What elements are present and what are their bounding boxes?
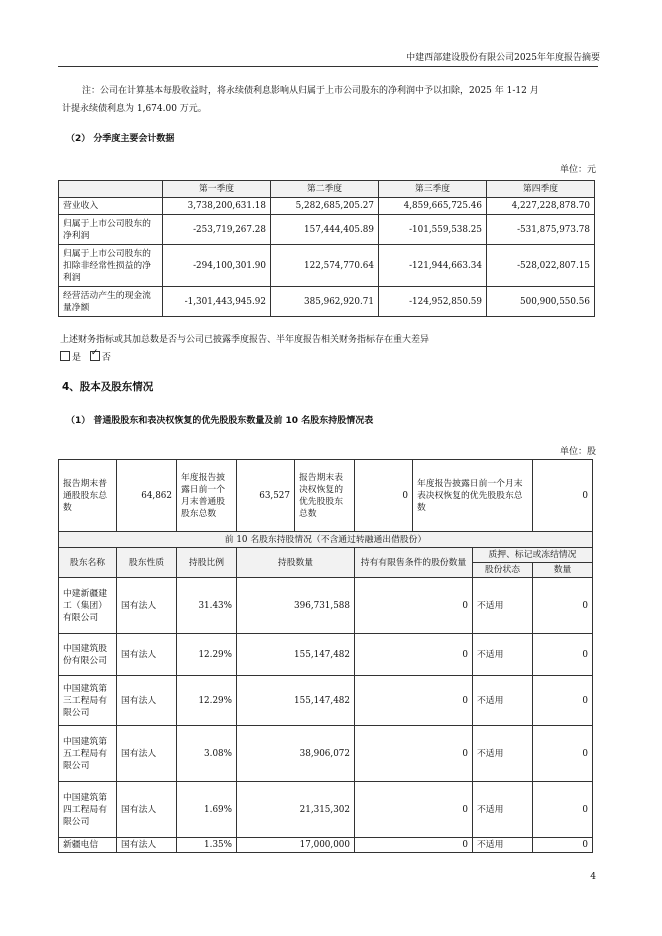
quarterly-unit: 单位：元: [559, 165, 596, 175]
cell-value: 5,282,685,205.27: [271, 198, 379, 215]
cell-value: 3,738,200,631.18: [163, 198, 271, 215]
quarterly-table: [58, 180, 595, 317]
holder-qty: 396,731,588: [237, 578, 355, 634]
row-label: 营业收入: [59, 198, 163, 215]
page-number: 4: [590, 872, 596, 882]
prior-month-preferred-value: 0: [533, 460, 593, 532]
table-row: [59, 634, 593, 676]
row-label: 归属于上市公司股东的扣除非经常性损益的净利润: [59, 245, 163, 287]
preferred-holders-value: 0: [355, 460, 413, 532]
quarterly-header-q3: 第三季度: [379, 181, 487, 198]
holder-status: 不适用: [473, 676, 533, 726]
summary-row: [59, 460, 593, 532]
cell-value: 157,444,405.89: [271, 215, 379, 245]
table-row: [59, 838, 593, 853]
holder-qty: 21,315,302: [237, 782, 355, 838]
holder-name: 中国建筑第四工程局有限公司: [59, 782, 117, 838]
holder-count: 0: [533, 578, 593, 634]
top10-caption: 前 10 名股东持股情况（不含通过转融通出借股份）: [59, 532, 593, 548]
holder-status: 不适用: [473, 634, 533, 676]
holder-restricted: 0: [355, 676, 473, 726]
col-header-ratio: 持股比例: [177, 548, 237, 578]
holder-nature: 国有法人: [117, 578, 177, 634]
holder-restricted: 0: [355, 782, 473, 838]
holder-ratio: 1.35%: [177, 838, 237, 853]
note-line-2: 计提永续债利息为 1,674.00 万元。: [62, 104, 207, 114]
answer-yes-label: 是: [72, 353, 82, 363]
holder-count: 0: [533, 726, 593, 782]
difference-question: 上述财务指标或其加总数是否与公司已披露季度报告、半年度报告相关财务指标存在重大差异: [60, 335, 430, 345]
table-row: [59, 215, 595, 245]
cell-value: 4,227,228,878.70: [487, 198, 595, 215]
holder-ratio: 12.29%: [177, 676, 237, 726]
holder-status: 不适用: [473, 838, 533, 853]
holder-name: 新疆电信: [59, 838, 117, 853]
holder-qty: 155,147,482: [237, 676, 355, 726]
holder-name: 中国建筑第三工程局有限公司: [59, 676, 117, 726]
column-header-row: [59, 548, 593, 563]
cell-value: -1,301,443,945.92: [163, 287, 271, 317]
prior-month-preferred-label: 年度报告披露日前一个月末表决权恢复的优先股股东总数: [413, 460, 533, 532]
holder-nature: 国有法人: [117, 726, 177, 782]
col-header-restricted: 持有有限售条件的股份数量: [355, 548, 473, 578]
holder-count: 0: [533, 838, 593, 853]
cell-value: -101,559,538.25: [379, 215, 487, 245]
table-row: [59, 245, 595, 287]
shareholder-section-title: （1） 普通股股东和表决权恢复的优先股股东数量及前 10 名股东持股情况表: [66, 416, 374, 426]
cell-value: 385,962,920.71: [271, 287, 379, 317]
col-header-count: 数量: [533, 563, 593, 578]
holder-restricted: 0: [355, 726, 473, 782]
cell-value: 500,900,550.56: [487, 287, 595, 317]
holder-qty: 38,906,072: [237, 726, 355, 782]
cell-value: 122,574,770.64: [271, 245, 379, 287]
holder-status: 不适用: [473, 782, 533, 838]
holder-restricted: 0: [355, 838, 473, 853]
total-holders-label: 报告期末普通股股东总数: [59, 460, 117, 532]
quarterly-header-row: [59, 181, 595, 198]
holder-nature: 国有法人: [117, 634, 177, 676]
holder-ratio: 1.69%: [177, 782, 237, 838]
prior-month-holders-label: 年度报告披露日前一个月末普通股股东总数: [177, 460, 237, 532]
holder-status: 不适用: [473, 726, 533, 782]
page-header-title: 中建西部建设股份有限公司2025年年度报告摘要: [406, 53, 600, 63]
cell-value: -121,944,663.34: [379, 245, 487, 287]
holder-nature: 国有法人: [117, 676, 177, 726]
preferred-holders-label: 报告期末表决权恢复的优先股股东总数: [295, 460, 355, 532]
cell-value: 4,859,665,725.46: [379, 198, 487, 215]
col-header-name: 股东名称: [59, 548, 117, 578]
difference-answer: [60, 350, 111, 363]
table-row: [59, 578, 593, 634]
total-holders-value: 64,862: [117, 460, 177, 532]
holder-ratio: 3.08%: [177, 726, 237, 782]
holder-count: 0: [533, 782, 593, 838]
table-row: [59, 287, 595, 317]
col-header-status: 股份状态: [473, 563, 533, 578]
holder-name: 中建新疆建工（集团）有限公司: [59, 578, 117, 634]
holder-count: 0: [533, 676, 593, 726]
holder-qty: 155,147,482: [237, 634, 355, 676]
shareholder-table: [58, 459, 593, 853]
section-4-title: 4、股本及股东情况: [62, 381, 154, 393]
quarterly-header-q4: 第四季度: [487, 181, 595, 198]
table-row: [59, 782, 593, 838]
table-row: [59, 676, 593, 726]
holder-name: 中国建筑股份有限公司: [59, 634, 117, 676]
holder-name: 中国建筑第五工程局有限公司: [59, 726, 117, 782]
holder-ratio: 12.29%: [177, 634, 237, 676]
prior-month-holders-value: 63,527: [237, 460, 295, 532]
col-header-pledge: 质押、标记或冻结情况: [473, 548, 593, 563]
answer-no-label: 否: [101, 353, 111, 363]
cell-value: -294,100,301.90: [163, 245, 271, 287]
quarterly-header-blank: [59, 181, 163, 198]
holder-restricted: 0: [355, 578, 473, 634]
holder-nature: 国有法人: [117, 782, 177, 838]
quarterly-header-q1: 第一季度: [163, 181, 271, 198]
quarterly-section-title: （2） 分季度主要会计数据: [66, 134, 175, 144]
holder-nature: 国有法人: [117, 838, 177, 853]
cell-value: -531,875,973.78: [487, 215, 595, 245]
checkbox-yes[interactable]: [60, 351, 70, 361]
holder-ratio: 31.43%: [177, 578, 237, 634]
holder-status: 不适用: [473, 578, 533, 634]
col-header-qty: 持股数量: [237, 548, 355, 578]
cell-value: -124,952,850.59: [379, 287, 487, 317]
shareholder-unit: 单位：股: [559, 447, 596, 457]
holder-restricted: 0: [355, 634, 473, 676]
col-header-nature: 股东性质: [117, 548, 177, 578]
top10-caption-row: [59, 532, 593, 548]
eps-note: [62, 82, 602, 118]
cell-value: -528,022,807.15: [487, 245, 595, 287]
row-label: 归属于上市公司股东的净利润: [59, 215, 163, 245]
cell-value: -253,719,267.28: [163, 215, 271, 245]
table-row: [59, 726, 593, 782]
checkbox-no[interactable]: [90, 351, 100, 361]
header-divider: [58, 66, 598, 67]
table-row: [59, 198, 595, 215]
row-label: 经营活动产生的现金流量净额: [59, 287, 163, 317]
holder-qty: 17,000,000: [237, 838, 355, 853]
holder-count: 0: [533, 634, 593, 676]
note-line-1: 注：公司在计算基本每股收益时，将永续债利息影响从归属于上市公司股东的净利润中予以扣除，2025 年 1-12 月: [82, 86, 539, 96]
quarterly-header-q2: 第二季度: [271, 181, 379, 198]
